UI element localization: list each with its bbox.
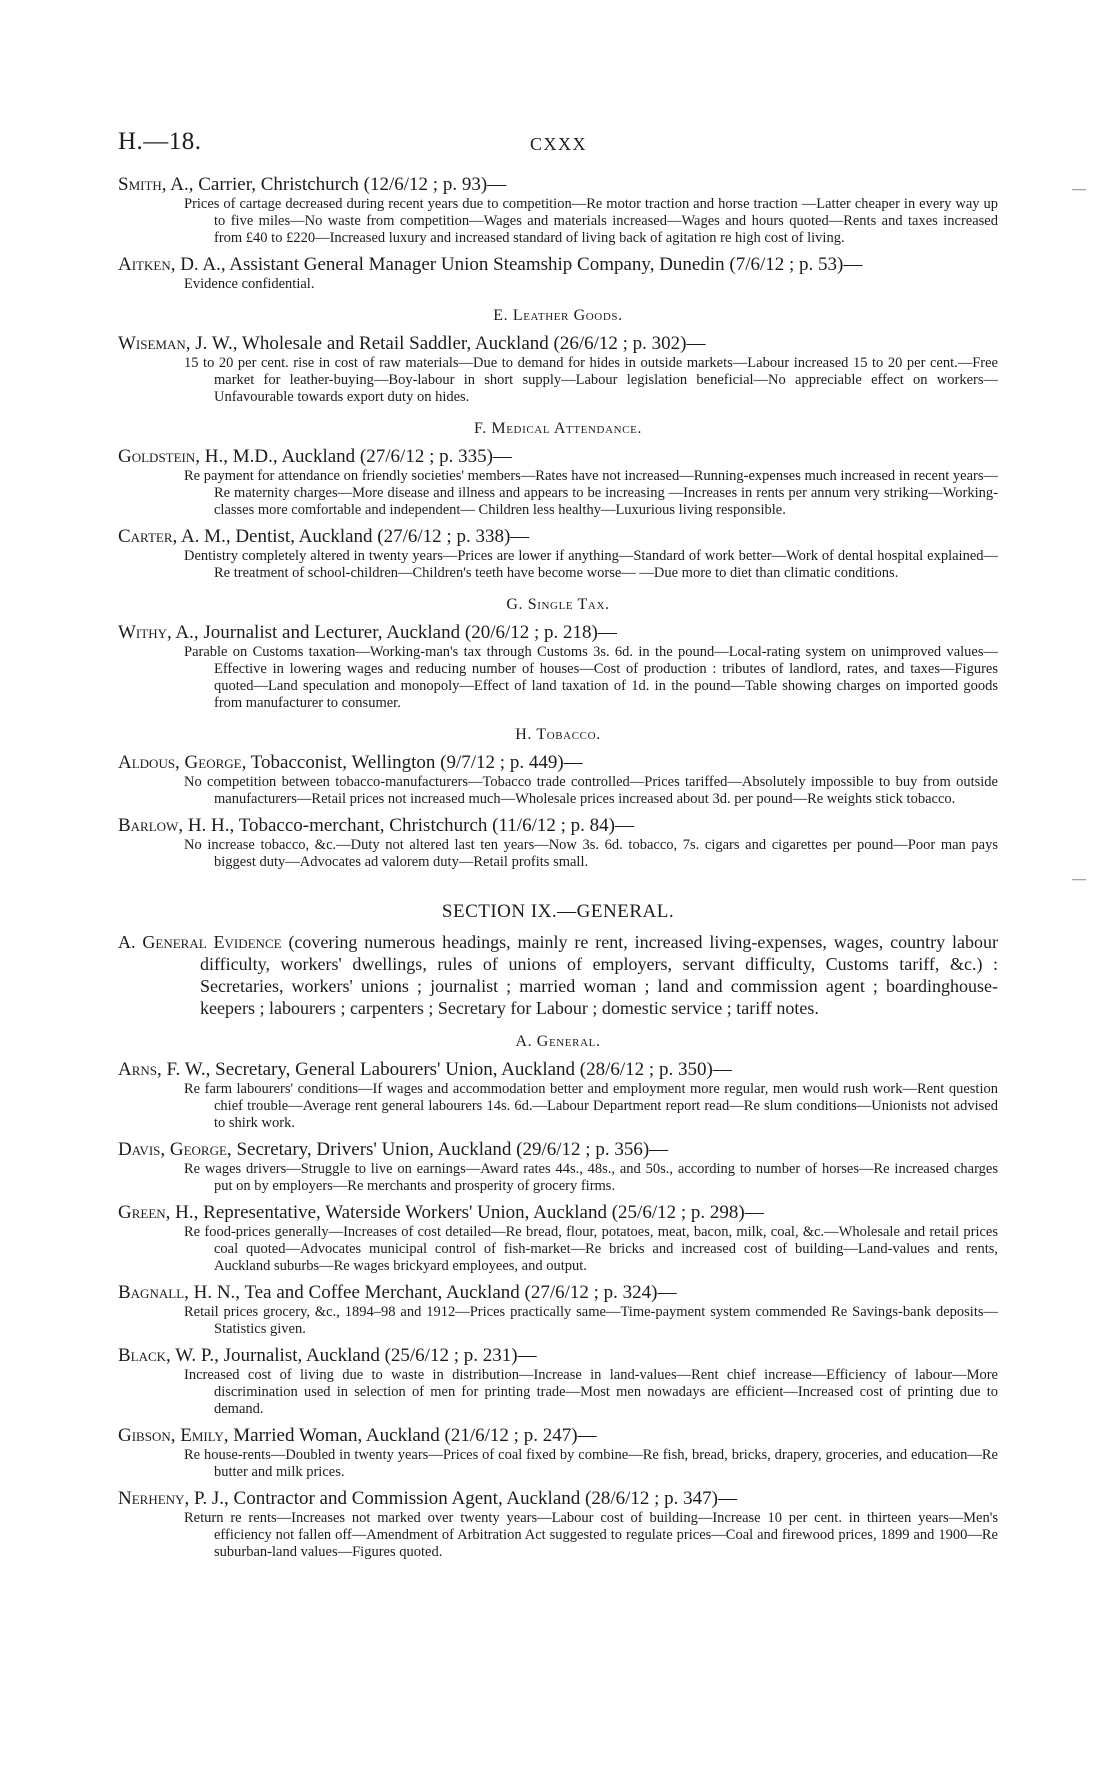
- evidence-summary: Re house-rents—Doubled in twenty years—Prices of coal fixed by combine—Re fish, bread, bricks, drapery, groceries, and education—Re butter and milk prices.: [184, 1447, 998, 1480]
- entry-heading: [118, 622, 998, 644]
- witness-name: Barlow, H. H.,: [118, 815, 235, 836]
- entry-group-general: [118, 1059, 998, 1561]
- section-heading-general: A. General.: [515, 1033, 601, 1050]
- evidence-summary: Increased cost of living due to waste in distribution—Increase in land-values—Rent chief increase—Efficiency of labour—More discrimination used in selection of men for printing trade—Most men nowadays are efficient—Increased cost of printing due to demand.: [184, 1367, 998, 1417]
- witness-name: Black, W. P.,: [118, 1345, 219, 1366]
- witness-description: Carrier, Christchurch (12/6/12 ; p. 93)—: [193, 174, 507, 195]
- page-reference: H.—18.: [118, 128, 202, 155]
- entry-heading: [118, 1488, 998, 1510]
- entry-group-leather-goods: [118, 333, 998, 406]
- witness-description: Married Woman, Auckland (21/6/12 ; p. 247)—: [228, 1425, 597, 1446]
- witness-entry: [118, 254, 998, 293]
- witness-entry: [118, 1425, 998, 1481]
- witness-entry: [118, 333, 998, 406]
- section-heading-medical-attendance: F. Medical Attendance.: [473, 420, 643, 437]
- witness-entry: [118, 622, 998, 712]
- witness-entry: [118, 446, 998, 519]
- witness-description: Representative, Waterside Workers' Union, Auckland (25/6/12 ; p. 298)—: [198, 1202, 764, 1223]
- witness-entry: [118, 815, 998, 871]
- evidence-summary: Re food-prices generally—Increases of cost detailed—Re bread, flour, potatoes, meat, bacon, milk, coal, &c.—Wholesale and retail prices coal quoted—Advocates municipal control of fish-market—Re bricks and increased cost of building—Land-values and rents, Auckland suburbs—Re wages brickyard employees, and output.: [184, 1224, 998, 1274]
- witness-name: Gibson, Emily,: [118, 1425, 229, 1446]
- witness-name: Arns, F. W.,: [118, 1059, 211, 1080]
- witness-description: Journalist and Lecturer, Auckland (20/6/12 ; p. 218)—: [198, 622, 617, 643]
- witness-name: Aldous, George,: [118, 752, 247, 773]
- section-ix-heading: SECTION IX.—GENERAL.: [441, 901, 675, 922]
- witness-entry: [118, 1488, 998, 1561]
- document-body: [118, 174, 998, 1568]
- witness-name: Nerheny, P. J.,: [118, 1488, 229, 1509]
- entry-heading: [118, 815, 998, 837]
- general-evidence-text: (covering numerous headings, mainly re rent, increased living-expenses, wages, country labour difficulty, workers' dwellings, rules of unions of employers, servant difficulty, Customs tariff, &c.) : Secretaries, workers' unions ; journalist ; married woman ; land and commission agent ; boardinghouse-keepers ; labourers ; carpenters ; Secretary for Labour ; domestic service ; tariff notes.: [200, 932, 998, 1018]
- entry-heading: [118, 254, 998, 276]
- section-heading-leather-goods: E. Leather Goods.: [493, 307, 623, 324]
- witness-name: Carter, A. M.,: [118, 526, 231, 547]
- witness-description: Assistant General Manager Union Steamship Company, Dunedin (7/6/12 ; p. 53)—: [225, 254, 863, 275]
- evidence-summary: Prices of cartage decreased during recent years due to competition—Re motor traction and horse traction —Latter cheaper in every way up to five miles—No waste from competition—Wages and materials increased—Wages and hours quoted—Rents and taxes increased from £40 to £220—Increased luxury and increased standard of living back of agitation re high cost of living.: [184, 196, 998, 246]
- section-heading-single-tax: G. Single Tax.: [506, 596, 610, 613]
- witness-name: Green, H.,: [118, 1202, 199, 1223]
- evidence-summary: Re wages drivers—Struggle to live on earnings—Award rates 44s., 48s., and 50s., according to number of horses—Re increased charges put on by employers—Re merchants and prosperity of grocery firms.: [184, 1161, 998, 1194]
- evidence-summary: No competition between tobacco-manufacturers—Tobacco trade controlled—Prices tariffed—Absolutely impossible to buy from outside manufacturers—Retail prices not increased much—Wholesale prices increased about 3d. per pound—Re weights stick tobacco.: [184, 774, 998, 807]
- entry-heading: [118, 174, 998, 196]
- witness-entry: [118, 1059, 998, 1132]
- witness-name: Withy, A.,: [118, 622, 199, 643]
- witness-description: Contractor and Commission Agent, Auckland (28/6/12 ; p. 347)—: [228, 1488, 738, 1509]
- entry-heading: [118, 752, 998, 774]
- witness-description: M.D., Auckland (27/6/12 ; p. 335)—: [228, 446, 512, 467]
- evidence-summary: No increase tobacco, &c.—Duty not altered last ten years—Now 3s. 6d. tobacco, 7s. cigars and cigarettes per pound—Poor man pays biggest duty—Advocates ad valorem duty—Retail profits small.: [184, 837, 998, 870]
- witness-entry: [118, 1345, 998, 1418]
- page-number: CXXX: [530, 134, 588, 154]
- entry-heading: [118, 333, 998, 355]
- margin-mark: —: [1072, 182, 1086, 197]
- entry-heading: [118, 446, 998, 468]
- witness-name: Davis, George,: [118, 1139, 232, 1160]
- entry-heading: [118, 1202, 998, 1224]
- witness-description: Tobacconist, Wellington (9/7/12 ; p. 449)—: [246, 752, 583, 773]
- general-evidence-lead: A. General Evidence: [118, 932, 282, 952]
- witness-description: Secretary, Drivers' Union, Auckland (29/6/12 ; p. 356)—: [231, 1139, 669, 1160]
- entry-heading: [118, 1282, 998, 1304]
- entry-heading: [118, 1425, 998, 1447]
- witness-name: Goldstein, H.,: [118, 446, 228, 467]
- entry-group-tobacco: [118, 752, 998, 871]
- evidence-summary: Parable on Customs taxation—Working-man's tax through Customs 3s. 6d. in the pound—Local-rating system on unimproved values—Effective in lowering wages and reducing number of houses—Cost of production : tributes of landlord, rates, and taxes—Figures quoted—Land speculation and monopoly—Effect of land taxation of 1d. in the pound—Table showing charges on imported goods from manufacturer to consumer.: [184, 644, 998, 711]
- witness-entry: [118, 1139, 998, 1195]
- entry-heading: [118, 1059, 998, 1081]
- witness-entry: [118, 174, 998, 247]
- witness-name: Bagnall, H. N.,: [118, 1282, 241, 1303]
- evidence-summary: Return re rents—Increases not marked over twenty years—Labour cost of building—Increase 10 per cent. in thirteen years—Men's efficiency not fallen off—Amendment of Arbitration Act suggested to regulate prices—Coal and firewood prices, 1899 and 1900—Re suburban-land values—Figures quoted.: [184, 1510, 998, 1560]
- evidence-summary: Re farm labourers' conditions—If wages and accommodation better and employment more regular, men would rush work—Rent question chief trouble—Average rent general labourers 14s. 6d.—Labour Department report read—Re slum conditions—Unionists not advised to shirk work.: [184, 1081, 998, 1131]
- witness-description: Wholesale and Retail Saddler, Auckland (26/6/12 ; p. 302)—: [237, 333, 706, 354]
- entry-heading: [118, 526, 998, 548]
- evidence-summary: Dentistry completely altered in twenty years—Prices are lower if anything—Standard of work better—Work of dental hospital explained—Re treatment of school-children—Children's teeth have become worse— —Due more to diet than climatic conditions.: [184, 548, 998, 581]
- evidence-summary: Re payment for attendance on friendly societies' members—Rates have not increased—Running-expenses much increased in recent years—Re maternity charges—More disease and illness and appears to be increasing —Increases in rents per annum very striking—Working-classes more comfortable and independent— Children less healthy—Luxurious living responsible.: [184, 468, 998, 518]
- margin-mark: —: [1072, 872, 1086, 887]
- entry-group-top: [118, 174, 998, 293]
- witness-entry: [118, 1282, 998, 1338]
- witness-name: Aitken, D. A.,: [118, 254, 226, 275]
- evidence-summary: Evidence confidential.: [184, 276, 315, 292]
- witness-entry: [118, 752, 998, 808]
- witness-description: Journalist, Auckland (25/6/12 ; p. 231)—: [218, 1345, 537, 1366]
- entry-heading: [118, 1139, 998, 1161]
- witness-name: Smith, A.,: [118, 174, 194, 195]
- witness-description: Dentist, Auckland (27/6/12 ; p. 338)—: [230, 526, 530, 547]
- section-heading-tobacco: H. Tobacco.: [515, 726, 601, 743]
- witness-entry: [118, 1202, 998, 1275]
- witness-entry: [118, 526, 998, 582]
- witness-name: Wiseman, J. W.,: [118, 333, 238, 354]
- entry-heading: [118, 1345, 998, 1367]
- entry-group-medical-attendance: [118, 446, 998, 582]
- evidence-summary: Retail prices grocery, &c., 1894–98 and 1912—Prices practically same—Time-payment system commended Re Savings-bank deposits—Statistics given.: [184, 1304, 998, 1337]
- general-evidence-paragraph: [118, 931, 998, 1019]
- evidence-summary: 15 to 20 per cent. rise in cost of raw materials—Due to demand for hides in outside markets—Labour increased 15 to 20 per cent.—Free market for leather-buying—Boy-labour in short supply—Labour legislation beneficial—No appreciable effect on workers—Unfavourable towards export duty on hides.: [184, 355, 998, 405]
- witness-description: Tobacco-merchant, Christchurch (11/6/12 ; p. 84)—: [234, 815, 634, 836]
- witness-description: Secretary, General Labourers' Union, Auckland (28/6/12 ; p. 350)—: [210, 1059, 732, 1080]
- witness-description: Tea and Coffee Merchant, Auckland (27/6/12 ; p. 324)—: [240, 1282, 677, 1303]
- entry-group-single-tax: [118, 622, 998, 712]
